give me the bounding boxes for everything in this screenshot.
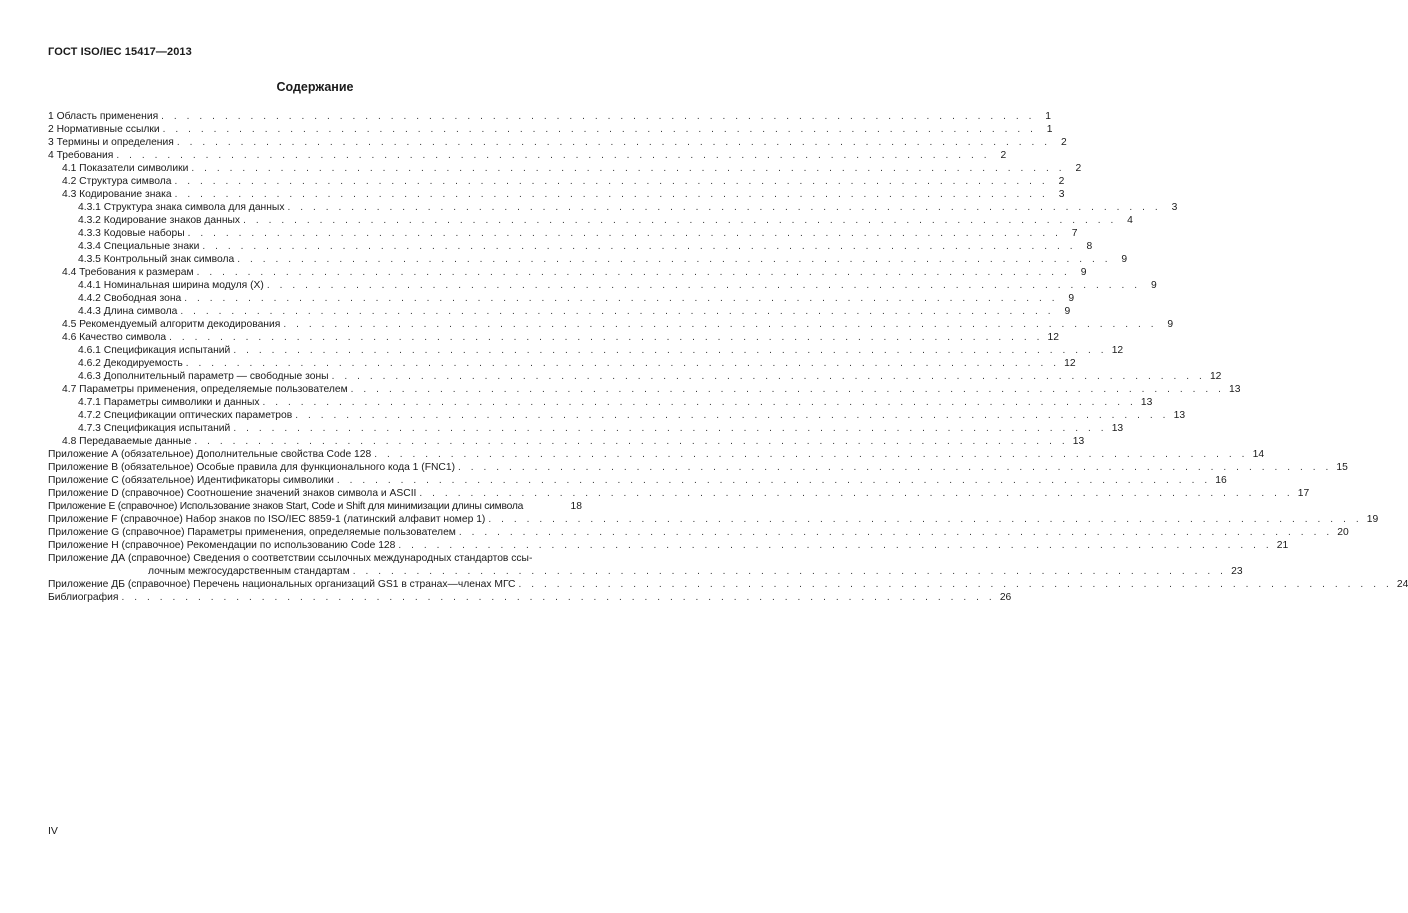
toc-entry[interactable]: 4.6.2 Декодируемость . . . . . . . . . . . . . . . . . . . . . . . . . . . . . . . . . . . . . . . . . . . . . . . . . . . . . . . . . . . . . . . . . . . . . 12	[78, 358, 1076, 369]
toc-entry[interactable]: лочным межгосударственным стандартам . . . . . . . . . . . . . . . . . . . . . . . . . . . . . . . . . . . . . . . . . . . . . . . . . . . . . . . . . . . . . . . . . . . . . 23	[148, 566, 1243, 577]
toc-entry[interactable]: 4 Требования . . . . . . . . . . . . . . . . . . . . . . . . . . . . . . . . . . . . . . . . . . . . . . . . . . . . . . . . . . . . . . . . . . . . . 2	[48, 150, 1007, 161]
toc-entry[interactable]: 4.3.1 Структура знака символа для данных . . . . . . . . . . . . . . . . . . . . . . . . . . . . . . . . . . . . . . . . . . . . . . . . . . . . . . . . . . . . . . . . . . . . . 3	[78, 202, 1178, 213]
toc-entry[interactable]: 4.3.3 Кодовые наборы . . . . . . . . . . . . . . . . . . . . . . . . . . . . . . . . . . . . . . . . . . . . . . . . . . . . . . . . . . . . . . . . . . . . . 7	[78, 228, 1078, 239]
leader-dots: . . . . . . . . . . . . . . . . . . . . . . . . . . . . . . . . . . . . . . . . . . . . . . . . . . . . . . . . . . . . . . . . . . . . .	[262, 397, 1137, 408]
toc-entry[interactable]: 4.6 Качество символа . . . . . . . . . . . . . . . . . . . . . . . . . . . . . . . . . . . . . . . . . . . . . . . . . . . . . . . . . . . . . . . . . . . . . 12	[62, 332, 1059, 343]
toc-entry[interactable]: 4.3.5 Контрольный знак символа . . . . . . . . . . . . . . . . . . . . . . . . . . . . . . . . . . . . . . . . . . . . . . . . . . . . . . . . . . . . . . . . . . . . . 9	[78, 254, 1128, 265]
toc-entry[interactable]: 4.8 Передаваемые данные . . . . . . . . . . . . . . . . . . . . . . . . . . . . . . . . . . . . . . . . . . . . . . . . . . . . . . . . . . . . . . . . . . . . . 13	[62, 436, 1085, 447]
toc-entry[interactable]: Приложение D (справочное) Соотношение значений знаков символа и ASCII . . . . . . . . . . . . . . . . . . . . . . . . . . . . . . . . . . . . . . . . . . . . . . . . . . . . . . . . . . . . . . . . . . . . . 17	[48, 488, 1310, 499]
toc-entry-line[interactable]: Приложение ДА (справочное) Сведения о соответствии ссылочных международных стандартов ссы-	[48, 553, 533, 564]
toc-entry[interactable]: 4.7.3 Спецификация испытаний . . . . . . . . . . . . . . . . . . . . . . . . . . . . . . . . . . . . . . . . . . . . . . . . . . . . . . . . . . . . . . . . . . . . . 13	[78, 423, 1124, 434]
leader-dots: . . . . . . . . . . . . . . . . . . . . . . . . . . . . . . . . . . . . . . . . . . . . . . . . . . . . . . . . . . . . . . . . . . . . .	[116, 150, 991, 161]
leader-dots: . . . . . . . . . . . . . . . . . . . . . . . . . . . . . . . . . . . . . . . . . . . . . . . . . . . . . . . . . . . . . . . . . . . . .	[169, 332, 1043, 343]
leader-dots: . . . . . . . . . . . . . . . . . . . . . . . . . . . . . . . . . . . . . . . . . . . . . . . . . . . . . . . . . . . . . . . . . . . . .	[185, 358, 1060, 369]
toc-entry[interactable]: Приложение Н (справочное) Рекомендации по использованию Code 128 . . . . . . . . . . . . . . . . . . . . . . . . . . . . . . . . . . . . . . . . . . . . . . . . . . . . . . . . . . . . . . . . . . . . . 21	[48, 540, 1289, 551]
leader-dots: . . . . . . . . . . . . . . . . . . . . . . . . . . . . . . . . . . . . . . . . . . . . . . . . . . . . . . . . . . . . . . . . . . . . .	[233, 423, 1108, 434]
leader-dots	[526, 500, 566, 513]
toc-entry[interactable]: Приложение В (обязательное) Особые правила для функционального кода 1 (FNC1) . . . . . . . . . . . . . . . . . . . . . . . . . . . . . . . . . . . . . . . . . . . . . . . . . . . . . . . . . . . . . . . . . . . . . 15	[48, 462, 1348, 473]
leader-dots: . . . . . . . . . . . . . . . . . . . . . . . . . . . . . . . . . . . . . . . . . . . . . . . . . . . . . . . . . . . . . . . . . . . . .	[458, 462, 1332, 473]
leader-dots: . . . . . . . . . . . . . . . . . . . . . . . . . . . . . . . . . . . . . . . . . . . . . . . . . . . . . . . . . . . . . . . . . . . . .	[184, 293, 1059, 304]
leader-dots: . . . . . . . . . . . . . . . . . . . . . . . . . . . . . . . . . . . . . . . . . . . . . . . . . . . . . . . . . . . . . . . . . . . . .	[336, 475, 1211, 486]
leader-dots: . . . . . . . . . . . . . . . . . . . . . . . . . . . . . . . . . . . . . . . . . . . . . . . . . . . . . . . . . . . . . . . . . . . . .	[488, 514, 1363, 525]
leader-dots: . . . . . . . . . . . . . . . . . . . . . . . . . . . . . . . . . . . . . . . . . . . . . . . . . . . . . . . . . . . . . . . . . . . . .	[196, 267, 1071, 278]
toc-entry[interactable]: 3 Термины и определения . . . . . . . . . . . . . . . . . . . . . . . . . . . . . . . . . . . . . . . . . . . . . . . . . . . . . . . . . . . . . . . . . . . . . 2	[48, 137, 1067, 148]
page-number: IV	[48, 825, 58, 837]
document-header: ГОСТ ISO/IEC 15417—2013	[48, 46, 192, 58]
leader-dots: . . . . . . . . . . . . . . . . . . . . . . . . . . . . . . . . . . . . . . . . . . . . . . . . . . . . . . . . . . . . . . . . . . . . .	[174, 176, 1049, 187]
toc-entry[interactable]: 4.7.2 Спецификации оптических параметров . . . . . . . . . . . . . . . . . . . . . . . . . . . . . . . . . . . . . . . . . . . . . . . . . . . . . . . . . . . . . . . . . . . . . 13	[78, 410, 1186, 421]
leader-dots: . . . . . . . . . . . . . . . . . . . . . . . . . . . . . . . . . . . . . . . . . . . . . . . . . . . . . . . . . . . . . . . . . . . . .	[283, 319, 1158, 330]
leader-dots: . . . . . . . . . . . . . . . . . . . . . . . . . . . . . . . . . . . . . . . . . . . . . . . . . . . . . . . . . . . . . . . . . . . . .	[350, 384, 1225, 395]
toc-entry[interactable]: 2 Нормативные ссылки . . . . . . . . . . . . . . . . . . . . . . . . . . . . . . . . . . . . . . . . . . . . . . . . . . . . . . . . . . . . . . . . . . . . . 1	[48, 124, 1053, 135]
leader-dots: . . . . . . . . . . . . . . . . . . . . . . . . . . . . . . . . . . . . . . . . . . . . . . . . . . . . . . . . . . . . . . . . . . . . .	[518, 579, 1393, 590]
leader-dots: . . . . . . . . . . . . . . . . . . . . . . . . . . . . . . . . . . . . . . . . . . . . . . . . . . . . . . . . . . . . . . . . . . . . .	[295, 410, 1170, 421]
leader-dots: . . . . . . . . . . . . . . . . . . . . . . . . . . . . . . . . . . . . . . . . . . . . . . . . . . . . . . . . . . . . . . . . . . . . .	[237, 254, 1112, 265]
toc-entry[interactable]: 4.3.2 Кодирование знаков данных . . . . . . . . . . . . . . . . . . . . . . . . . . . . . . . . . . . . . . . . . . . . . . . . . . . . . . . . . . . . . . . . . . . . . 4	[78, 215, 1133, 226]
toc-entry[interactable]: 4.4.1 Номинальная ширина модуля (X) . . . . . . . . . . . . . . . . . . . . . . . . . . . . . . . . . . . . . . . . . . . . . . . . . . . . . . . . . . . . . . . . . . . . . 9	[78, 280, 1157, 291]
leader-dots: . . . . . . . . . . . . . . . . . . . . . . . . . . . . . . . . . . . . . . . . . . . . . . . . . . . . . . . . . . . . . . . . . . . . .	[161, 111, 1035, 122]
leader-dots: . . . . . . . . . . . . . . . . . . . . . . . . . . . . . . . . . . . . . . . . . . . . . . . . . . . . . . . . . . . . . . . . . . . . .	[374, 449, 1249, 460]
leader-dots: . . . . . . . . . . . . . . . . . . . . . . . . . . . . . . . . . . . . . . . . . . . . . . . . . . . . . . . . . . . . . . . . . . . . .	[458, 527, 1333, 538]
toc-entry[interactable]: 4.1 Показатели символики . . . . . . . . . . . . . . . . . . . . . . . . . . . . . . . . . . . . . . . . . . . . . . . . . . . . . . . . . . . . . . . . . . . . . 2	[62, 163, 1082, 174]
toc-entry[interactable]: 4.5 Рекомендуемый алгоритм декодирования . . . . . . . . . . . . . . . . . . . . . . . . . . . . . . . . . . . . . . . . . . . . . . . . . . . . . . . . . . . . . . . . . . . . . 9	[62, 319, 1174, 330]
toc-entry[interactable]: Приложение А (обязательное) Дополнительные свойства Code 128 . . . . . . . . . . . . . . . . . . . . . . . . . . . . . . . . . . . . . . . . . . . . . . . . . . . . . . . . . . . . . . . . . . . . . 14	[48, 449, 1265, 460]
leader-dots: . . . . . . . . . . . . . . . . . . . . . . . . . . . . . . . . . . . . . . . . . . . . . . . . . . . . . . . . . . . . . . . . . . . . .	[419, 488, 1294, 499]
leader-dots: . . . . . . . . . . . . . . . . . . . . . . . . . . . . . . . . . . . . . . . . . . . . . . . . . . . . . . . . . . . . . . . . . . . . .	[121, 592, 996, 603]
leader-dots: . . . . . . . . . . . . . . . . . . . . . . . . . . . . . . . . . . . . . . . . . . . . . . . . . . . . . . . . . . . . . . . . . . . . .	[187, 228, 1062, 239]
leader-dots: . . . . . . . . . . . . . . . . . . . . . . . . . . . . . . . . . . . . . . . . . . . . . . . . . . . . . . . . . . . . . . . . . . . . .	[287, 202, 1162, 213]
leader-dots: . . . . . . . . . . . . . . . . . . . . . . . . . . . . . . . . . . . . . . . . . . . . . . . . . . . . . . . . . . . . . . . . . . . . .	[243, 215, 1117, 226]
toc-entry[interactable]: 4.4 Требования к размерам . . . . . . . . . . . . . . . . . . . . . . . . . . . . . . . . . . . . . . . . . . . . . . . . . . . . . . . . . . . . . . . . . . . . . 9	[62, 267, 1087, 278]
toc-entry[interactable]: 4.4.3 Длина символа . . . . . . . . . . . . . . . . . . . . . . . . . . . . . . . . . . . . . . . . . . . . . . . . . . . . . . . . . . . . . . . . . . . . . 9	[78, 306, 1071, 317]
toc-entry[interactable]: Приложение F (справочное) Набор знаков по ISO/IEC 8859-1 (латинский алфавит номер 1) . . . . . . . . . . . . . . . . . . . . . . . . . . . . . . . . . . . . . . . . . . . . . . . . . . . . . . . . . . . . . . . . . . . . . 19	[48, 514, 1379, 525]
toc-entry[interactable]: 4.7 Параметры применения, определяемые пользователем . . . . . . . . . . . . . . . . . . . . . . . . . . . . . . . . . . . . . . . . . . . . . . . . . . . . . . . . . . . . . . . . . . . . . 13	[62, 384, 1241, 395]
toc-entry[interactable]: Приложение С (обязательное) Идентификаторы символики . . . . . . . . . . . . . . . . . . . . . . . . . . . . . . . . . . . . . . . . . . . . . . . . . . . . . . . . . . . . . . . . . . . . . 16	[48, 475, 1227, 486]
toc-entry[interactable]: 4.6.3 Дополнительный параметр — свободные зоны . . . . . . . . . . . . . . . . . . . . . . . . . . . . . . . . . . . . . . . . . . . . . . . . . . . . . . . . . . . . . . . . . . . . . 12	[78, 371, 1222, 382]
leader-dots: . . . . . . . . . . . . . . . . . . . . . . . . . . . . . . . . . . . . . . . . . . . . . . . . . . . . . . . . . . . . . . . . . . . . .	[233, 345, 1108, 356]
leader-dots: . . . . . . . . . . . . . . . . . . . . . . . . . . . . . . . . . . . . . . . . . . . . . . . . . . . . . . . . . . . . . . . . . . . . .	[194, 436, 1069, 447]
leader-dots: . . . . . . . . . . . . . . . . . . . . . . . . . . . . . . . . . . . . . . . . . . . . . . . . . . . . . . . . . . . . . . . . . . . . .	[398, 540, 1273, 551]
leader-dots: . . . . . . . . . . . . . . . . . . . . . . . . . . . . . . . . . . . . . . . . . . . . . . . . . . . . . . . . . . . . . . . . . . . . .	[266, 280, 1141, 291]
toc-entry[interactable]: Приложение G (справочное) Параметры применения, определяемые пользователем . . . . . . . . . . . . . . . . . . . . . . . . . . . . . . . . . . . . . . . . . . . . . . . . . . . . . . . . . . . . . . . . . . . . . 20	[48, 527, 1349, 538]
toc-entry[interactable]: 4.7.1 Параметры символики и данных . . . . . . . . . . . . . . . . . . . . . . . . . . . . . . . . . . . . . . . . . . . . . . . . . . . . . . . . . . . . . . . . . . . . . 13	[78, 397, 1153, 408]
leader-dots: . . . . . . . . . . . . . . . . . . . . . . . . . . . . . . . . . . . . . . . . . . . . . . . . . . . . . . . . . . . . . . . . . . . . .	[191, 163, 1066, 174]
leader-dots: . . . . . . . . . . . . . . . . . . . . . . . . . . . . . . . . . . . . . . . . . . . . . . . . . . . . . . . . . . . . . . . . . . . . .	[176, 137, 1051, 148]
toc-entry[interactable]: 4.3 Кодирование знака . . . . . . . . . . . . . . . . . . . . . . . . . . . . . . . . . . . . . . . . . . . . . . . . . . . . . . . . . . . . . . . . . . . . . 3	[62, 189, 1065, 200]
toc-entry[interactable]: 4.2 Структура символа . . . . . . . . . . . . . . . . . . . . . . . . . . . . . . . . . . . . . . . . . . . . . . . . . . . . . . . . . . . . . . . . . . . . . 2	[62, 176, 1065, 187]
leader-dots: . . . . . . . . . . . . . . . . . . . . . . . . . . . . . . . . . . . . . . . . . . . . . . . . . . . . . . . . . . . . . . . . . . . . .	[162, 124, 1037, 135]
toc-entry[interactable]: Библиография . . . . . . . . . . . . . . . . . . . . . . . . . . . . . . . . . . . . . . . . . . . . . . . . . . . . . . . . . . . . . . . . . . . . . 26	[48, 592, 1012, 603]
toc-entry[interactable]: 4.3.4 Специальные знаки . . . . . . . . . . . . . . . . . . . . . . . . . . . . . . . . . . . . . . . . . . . . . . . . . . . . . . . . . . . . . . . . . . . . . 8	[78, 241, 1093, 252]
leader-dots: . . . . . . . . . . . . . . . . . . . . . . . . . . . . . . . . . . . . . . . . . . . . . . . . . . . . . . . . . . . . . . . . . . . . .	[174, 189, 1049, 200]
leader-dots: . . . . . . . . . . . . . . . . . . . . . . . . . . . . . . . . . . . . . . . . . . . . . . . . . . . . . . . . . . . . . . . . . . . . .	[202, 241, 1077, 252]
toc-entry[interactable]: Приложение ДБ (справочное) Перечень национальных организаций GS1 в странах—членах МГС . . . . . . . . . . . . . . . . . . . . . . . . . . . . . . . . . . . . . . . . . . . . . . . . . . . . . . . . . . . . . . . . . . . . . 24	[48, 579, 1408, 590]
leader-dots: . . . . . . . . . . . . . . . . . . . . . . . . . . . . . . . . . . . . . . . . . . . . . . . . . . . . . . . . . . . . . . . . . . . . .	[352, 566, 1227, 577]
toc-entry[interactable]: 1 Область применения . . . . . . . . . . . . . . . . . . . . . . . . . . . . . . . . . . . . . . . . . . . . . . . . . . . . . . . . . . . . . . . . . . . . . 1	[48, 111, 1051, 122]
page-title: Содержание	[276, 80, 354, 94]
toc-entry[interactable]: 4.4.2 Свободная зона . . . . . . . . . . . . . . . . . . . . . . . . . . . . . . . . . . . . . . . . . . . . . . . . . . . . . . . . . . . . . . . . . . . . . 9	[78, 293, 1075, 304]
toc-entry[interactable]: Приложение Е (справочное) Использование знаков Start, Code и Shift для минимизации длины символа 18	[48, 501, 582, 512]
toc-entry[interactable]: 4.6.1 Спецификация испытаний . . . . . . . . . . . . . . . . . . . . . . . . . . . . . . . . . . . . . . . . . . . . . . . . . . . . . . . . . . . . . . . . . . . . . 12	[78, 345, 1124, 356]
leader-dots: . . . . . . . . . . . . . . . . . . . . . . . . . . . . . . . . . . . . . . . . . . . . . . . . . . . . . . . . . . . . . . . . . . . . .	[180, 306, 1055, 317]
leader-dots: . . . . . . . . . . . . . . . . . . . . . . . . . . . . . . . . . . . . . . . . . . . . . . . . . . . . . . . . . . . . . . . . . . . . .	[331, 371, 1206, 382]
